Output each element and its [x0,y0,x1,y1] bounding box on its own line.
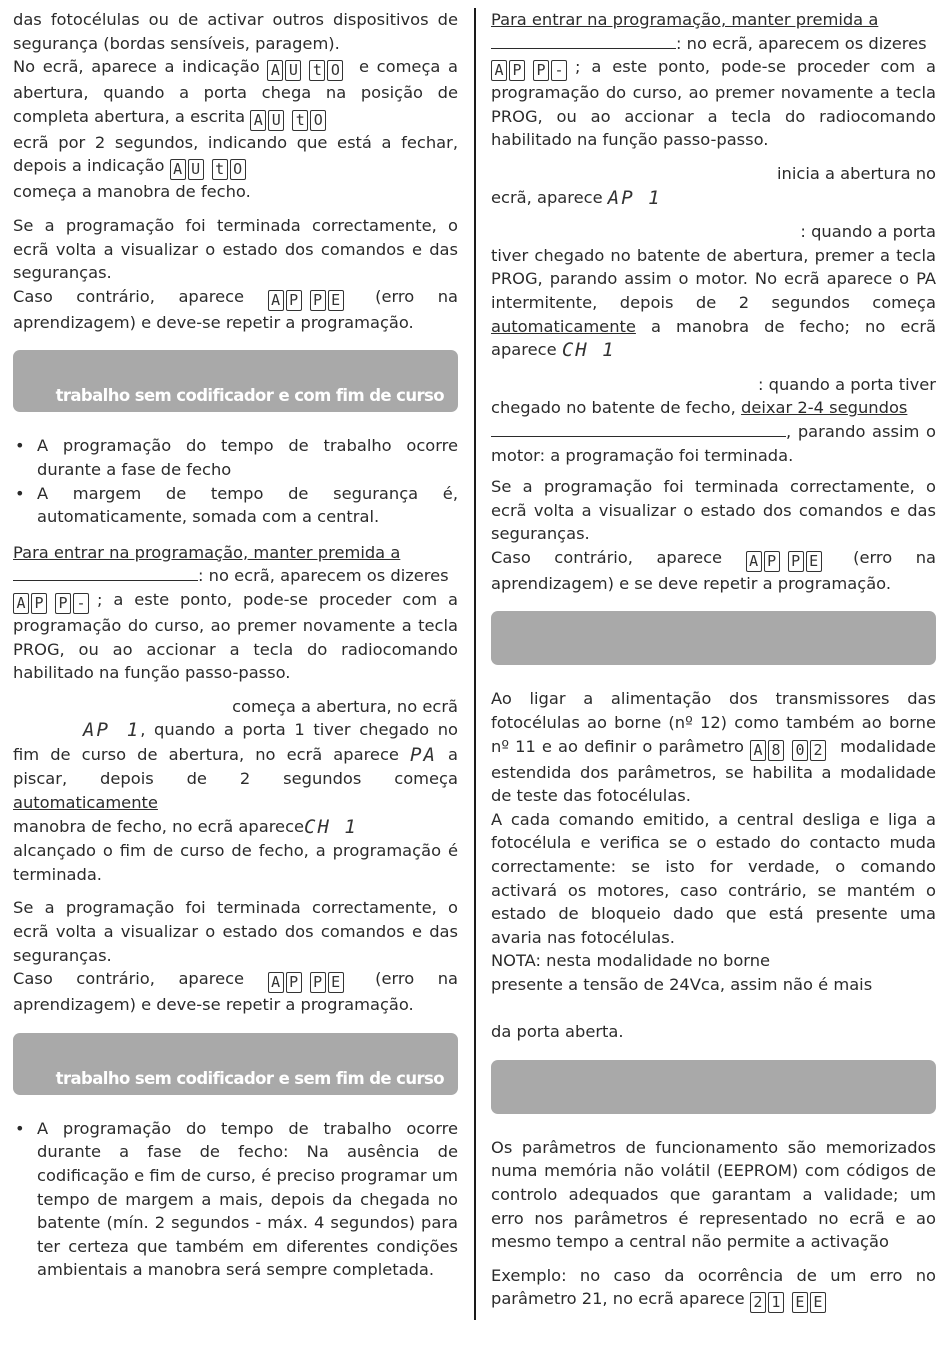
display-appe: A P [268,967,304,993]
paragraph: inicia a abertura no ecrã, aparece AP 1 [491,163,936,209]
display-app-dash: A P [491,55,527,81]
paragraph: Caso contrário, aparece A P P E (erro na aprendizagem) e deve-se repetir a programação. [13,286,458,332]
lcd-ch1: CH 1 [561,339,616,362]
column-divider [474,8,476,1320]
section-banner [13,350,458,412]
paragraph: Se a programação foi terminada correctamente, o ecrã volta a visualizar o estado dos comandos e das seguranças. [491,477,936,544]
display-auto: A U [267,55,303,81]
paragraph: das fotocélulas ou de activar outros dispositivos de segurança (bordas sensíveis, paragem). [13,10,458,53]
paragraph: Se a programação foi terminada correctamente, o ecrã volta a visualizar o estado dos comandos e das seguranças. [13,898,458,965]
paragraph: No ecrã, aparece a indicação A U t O e começa a abertura, quando a porta chega na posição de completa abertura, a escrita A U t O ecrã por 2 segundos, indicando que está a fechar, depois a indicação A U t O começa a manobra de fecho. [13,57,458,202]
display-21ee: 2 1 [750,1287,786,1313]
paragraph: Caso contrário, aparece A P P E (erro na aprendizagem) e deve-se repetir a programação. [13,969,458,1015]
bullet-list [13,1117,458,1282]
paragraph: começa a abertura, no ecrã AP 1, quando a porta 1 tiver chegado no fim de curso de abertura, no ecrã aparece PA a piscar, depois de 2 segundos começa automaticamente manobra de fecho, no ecrã apareceCH 1 alcançado o fim de curso de fecho, a programação é terminada. [13,696,459,884]
section-banner-title: trabalho sem codificador e com fim de curso [55,386,444,406]
paragraph: Se a programação foi terminada correctamente, o ecrã volta a visualizar o estado dos comandos e das seguranças. [13,215,458,283]
blank-line [491,422,786,437]
lcd-ap1: AP 1 [83,719,141,742]
display-app-dash: A P [13,588,49,614]
display-auto: A U [250,105,286,131]
lcd-pa: PA [410,743,437,766]
list-item: • A programação do tempo de trabalho ocorre durante a fase de fecho [13,434,458,481]
section-banner [13,1033,458,1095]
paragraph: Os parâmetros de funcionamento são memorizados numa memória não volátil (EEPROM) com códigos de controlo adequados que garantam a validade; um erro nos parâmetros é representado no ecrã e ao mesmo tempo a central não permite a activação [491,1137,936,1252]
paragraph: A cada comando emitido, a central desliga e liga a fotocélula e verifica se o estado do contacto muda correctamente: se isto for verdade, o comando activará os motores, caso contrário, se mantém o estado de bloqueio dado que está presente uma avaria nas fotocélulas. [491,809,936,947]
left-column [13,8,458,1294]
blank-line [13,566,198,581]
display-appe: A P [746,546,782,572]
paragraph: NOTA: nesta modalidade no borne presente a tensão de 24Vca, assim não é mais da porta aberta. [491,951,873,1042]
paragraph: : quando a porta tiver chegado no batente de fecho, deixar 2-4 segundos , parando assim o motor: a programação foi terminada. [491,374,936,465]
display-a802: A 8 [750,735,786,761]
paragraph: Exemplo: no caso da ocorrência de um erro no parâmetro 21, no ecrã aparece 2 1 E E [491,1265,936,1312]
list-item: • A margem de tempo de segurança é, automaticamente, somada com a central. [13,482,458,529]
bullet-list [13,434,458,528]
section-banner [491,1060,936,1114]
right-column [491,8,936,1323]
paragraph: Caso contrário, aparece A P P E (erro na aprendizagem) e se deve repetir a programação. [491,547,936,593]
display-appe: A P [268,285,304,311]
list-item: • A programação do tempo de trabalho ocorre durante a fase de fecho: Na ausência de codificação e fim de curso, é preciso programar um tempo de margem a mais, depois da chegada no batente (mín. 2 segundos - máx. 4 segundos) para ter certeza que também em diferentes condições ambientais a manobra será sempre completada. [13,1117,458,1282]
lcd-ch1: CH 1 [304,815,358,838]
paragraph: Ao ligar a alimentação dos transmissores das fotocélulas ao borne (nº 12) como também ao borne nº 11 e ao definir o parâmetro A 8 0 2 modalidade estendida dos parâmetros, se habilita a modalidade de teste das fotocélulas. [491,689,936,806]
paragraph: Para entrar na programação, manter premida a : no ecrã, aparecem os dizeres A P P - ; a este ponto, pode-se proceder com a programação do curso, ao premer novamente a tecla PROG, ou ao accionar a tecla do radiocomando habilitado na função passo-passo. [13,542,458,683]
section-banner [491,611,936,665]
blank-line [491,34,676,49]
paragraph: Para entrar na programação, manter premida a : no ecrã, aparecem os dizeres A P P - ; a este ponto, pode-se proceder com a programação do curso, ao premer novamente a tecla PROG, ou ao accionar a tecla do radiocomando habilitado na função passo-passo. [491,10,936,150]
display-auto: A U [170,154,206,180]
lcd-ap1: AP 1 [607,186,662,209]
paragraph: : quando a porta tiver chegado no batente de abertura, premer a tecla PROG, parando assim o motor. No ecrã aparece o PA intermitente, depois de 2 segundos começa automaticamente a manobra de fecho; no ecrã aparece CH 1 [491,222,936,362]
section-banner-title: trabalho sem codificador e sem fim de curso [55,1068,444,1088]
